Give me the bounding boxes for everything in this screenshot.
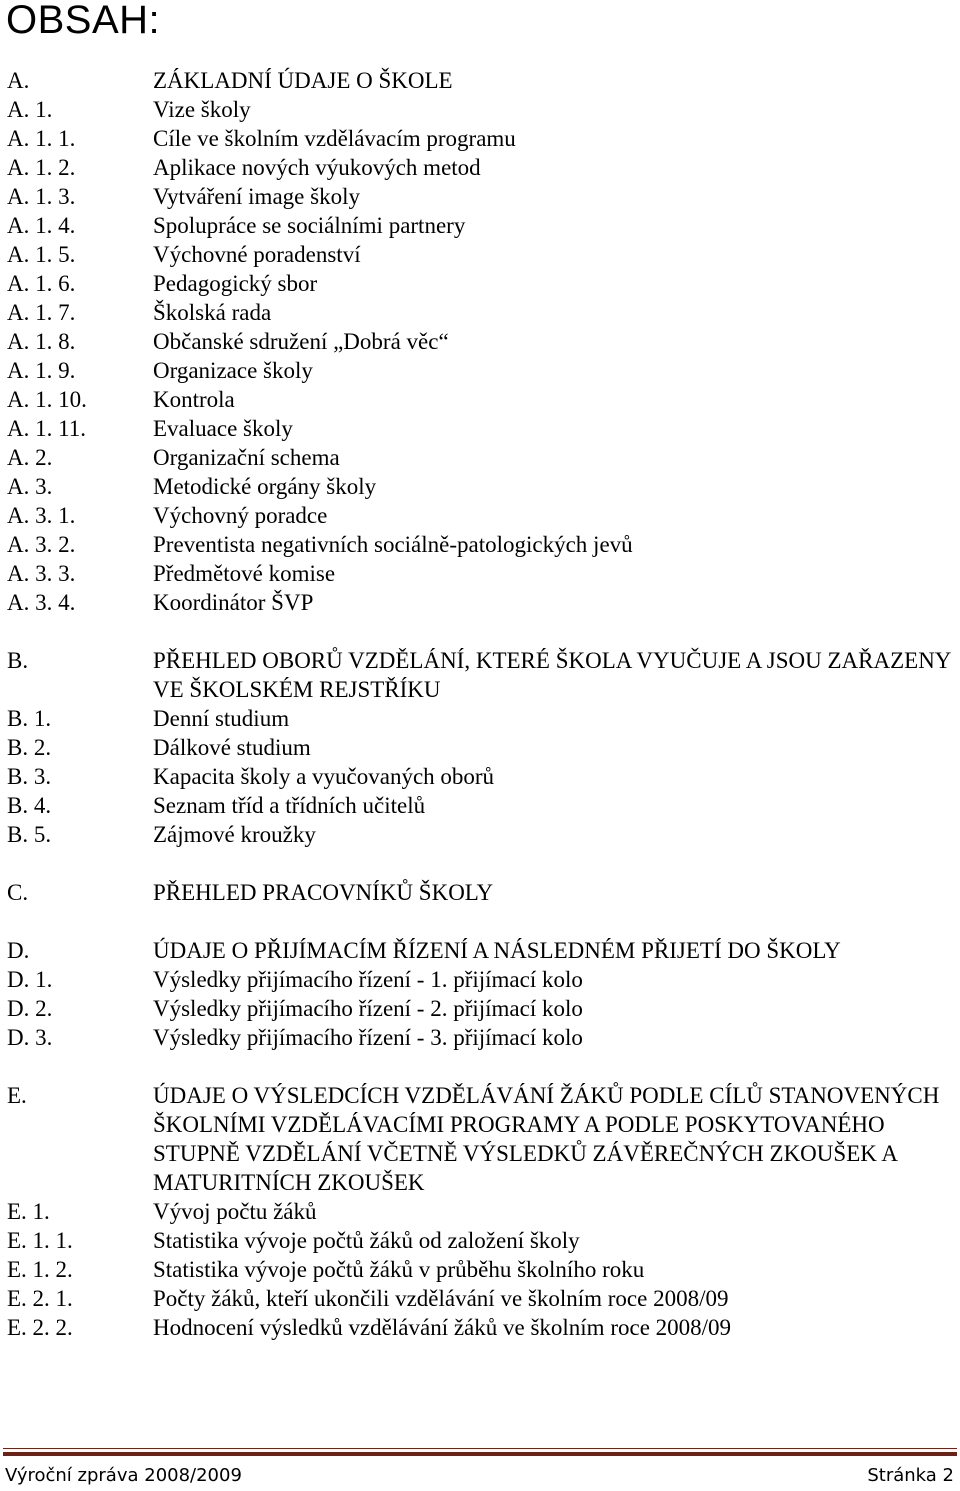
toc-entry	[7, 1255, 952, 1284]
toc-entry-number: E. 1. 1.	[7, 1228, 73, 1253]
footer-divider-thin	[3, 1448, 957, 1449]
toc-entry	[7, 182, 952, 211]
toc-entry-title: Seznam tříd a třídních učitelů	[153, 793, 426, 818]
toc-entry	[7, 414, 952, 443]
toc-entry-number: D. 2.	[7, 996, 53, 1021]
toc-entry-number: A. 1. 1.	[7, 126, 76, 151]
toc-entry	[7, 762, 952, 791]
toc-entry	[7, 530, 952, 559]
toc-entry-number: B.	[7, 648, 29, 673]
toc-entry	[7, 1023, 952, 1052]
toc-entry-title: Statistika vývoje počtů žáků v průběhu školního roku	[153, 1257, 645, 1282]
toc-entry-number: B. 2.	[7, 735, 52, 760]
toc-entry-title: Předmětové komise	[153, 561, 336, 586]
toc-entry	[7, 733, 952, 762]
toc-entry-number: A. 1. 7.	[7, 300, 76, 325]
toc-entry	[7, 994, 952, 1023]
toc-entry-number: E. 1.	[7, 1199, 50, 1224]
toc-entry-title: Počty žáků, kteří ukončili vzdělávání ve školním roce 2008/09	[153, 1286, 729, 1311]
toc-entry-number: A. 3.	[7, 474, 53, 499]
toc-entry-title: PŘEHLED OBORŮ VZDĚLÁNÍ, KTERÉ ŠKOLA VYUČUJE A JSOU ZAŘAZENY VE ŠKOLSKÉM REJSTŘÍKU	[153, 648, 951, 702]
toc-entry-title: ZÁKLADNÍ ÚDAJE O ŠKOLE	[153, 68, 453, 93]
toc-entry-number: B. 4.	[7, 793, 52, 818]
page-title: OBSAH:	[6, 0, 161, 42]
toc-entry-number: A. 1. 3.	[7, 184, 76, 209]
toc-entry-title: Občanské sdružení „Dobrá věc“	[153, 329, 449, 354]
toc-entry-title: Hodnocení výsledků vzdělávání žáků ve školním roce 2008/09	[153, 1315, 732, 1340]
toc-entry-number: A. 1. 9.	[7, 358, 76, 383]
toc-entry-number: A. 3. 4.	[7, 590, 76, 615]
toc-entry-title: Školská rada	[153, 300, 272, 325]
toc-entry	[7, 211, 952, 240]
toc-entry-title: Evaluace školy	[153, 416, 293, 441]
toc-entry-number: D. 1.	[7, 967, 53, 992]
toc-entry	[7, 1226, 952, 1255]
toc-entry-title: Výchovný poradce	[153, 503, 328, 528]
toc-entry-title: Výsledky přijímacího řízení - 1. přijímací kolo	[153, 967, 583, 992]
toc-entry-number: A. 1. 2.	[7, 155, 76, 180]
toc-entry-title: Organizační schema	[153, 445, 340, 470]
toc-entry	[7, 704, 952, 733]
footer-report-title: Výroční zpráva 2008/2009	[5, 1465, 242, 1486]
toc-entry-title: Vize školy	[153, 97, 251, 122]
toc-entry	[7, 298, 952, 327]
toc-entry-number: A. 3. 2.	[7, 532, 76, 557]
toc-entry-title: Vývoj počtu žáků	[153, 1199, 317, 1224]
toc-entry-number: A. 1. 11.	[7, 416, 87, 441]
toc-entry-title: Spolupráce se sociálními partnery	[153, 213, 466, 238]
toc-entry	[7, 240, 952, 269]
toc-entry-title: Aplikace nových výukových metod	[153, 155, 481, 180]
toc-entry-number: E. 1. 2.	[7, 1257, 73, 1282]
toc-entry-number: A. 3. 3.	[7, 561, 76, 586]
toc-entry	[7, 327, 952, 356]
toc-entry-title: Výsledky přijímacího řízení - 2. přijímací kolo	[153, 996, 583, 1021]
toc-entry	[7, 269, 952, 298]
toc-entry	[7, 588, 952, 617]
toc-entry-number: A. 1. 4.	[7, 213, 76, 238]
toc-entry-title: Preventista negativních sociálně-patologických jevů	[153, 532, 633, 557]
toc-entry	[7, 472, 952, 501]
toc-entry-number: D. 3.	[7, 1025, 53, 1050]
toc-entry-number: A. 1. 6.	[7, 271, 76, 296]
toc-entry-number: A. 1. 5.	[7, 242, 76, 267]
toc-entry-number: A. 1. 8.	[7, 329, 76, 354]
toc-entry-number: A. 1.	[7, 97, 53, 122]
toc-entry-number: D.	[7, 938, 30, 963]
toc-entry-title: Pedagogický sbor	[153, 271, 318, 296]
toc-entry-title: Organizace školy	[153, 358, 313, 383]
toc-entry-number: C.	[7, 880, 29, 905]
footer-page-number: Stránka 2	[867, 1465, 954, 1486]
toc-entry	[7, 66, 952, 95]
toc-entry-title: Cíle ve školním vzdělávacím programu	[153, 126, 516, 151]
toc-entry-number: B. 1.	[7, 706, 52, 731]
toc-entry-title: Denní studium	[153, 706, 290, 731]
footer-divider-thick	[3, 1452, 957, 1456]
toc-entry-title: Zájmové kroužky	[153, 822, 316, 847]
toc-entry-number: A. 3. 1.	[7, 503, 76, 528]
toc-entry	[7, 1197, 952, 1226]
page-footer	[5, 1465, 954, 1487]
toc-entry-title: PŘEHLED PRACOVNÍKŮ ŠKOLY	[153, 880, 494, 905]
toc-entry-number: E. 2. 1.	[7, 1286, 73, 1311]
toc-entry	[7, 356, 952, 385]
toc-entry	[7, 878, 952, 907]
toc-entry	[7, 1284, 952, 1313]
toc-entry	[7, 791, 952, 820]
toc-entry-number: A.	[7, 68, 30, 93]
toc-entry	[7, 1081, 952, 1197]
toc-entry	[7, 95, 952, 124]
toc-entry	[7, 820, 952, 849]
toc-entry-number: A. 2.	[7, 445, 53, 470]
toc-entry-number: A. 1. 10.	[7, 387, 87, 412]
toc-entry	[7, 443, 952, 472]
toc-entry-title: Kapacita školy a vyučovaných oborů	[153, 764, 495, 789]
toc-entry	[7, 559, 952, 588]
table-of-contents	[7, 66, 952, 1342]
toc-entry	[7, 124, 952, 153]
toc-entry	[7, 1313, 952, 1342]
toc-entry-number: E. 2. 2.	[7, 1315, 73, 1340]
toc-entry-title: Koordinátor ŠVP	[153, 590, 314, 615]
toc-entry-title: ÚDAJE O VÝSLEDCÍCH VZDĚLÁVÁNÍ ŽÁKŮ PODLE CÍLŮ STANOVENÝCH ŠKOLNÍMI VZDĚLÁVACÍMI PROGRAMY A PODLE POSKYTOVANÉHO STUPNĚ VZDĚLÁNÍ VČETNĚ VÝSLEDKŮ ZÁVĚREČNÝCH ZKOUŠEK A MATURITNÍCH ZKOUŠEK	[153, 1083, 940, 1195]
toc-entry	[7, 936, 952, 965]
toc-entry-title: Kontrola	[153, 387, 235, 412]
toc-entry-title: Statistika vývoje počtů žáků od založení školy	[153, 1228, 580, 1253]
toc-entry	[7, 965, 952, 994]
toc-entry-title: Dálkové studium	[153, 735, 311, 760]
toc-entry	[7, 501, 952, 530]
toc-entry-title: Výsledky přijímacího řízení - 3. přijímací kolo	[153, 1025, 583, 1050]
toc-entry-title: Metodické orgány školy	[153, 474, 377, 499]
toc-entry-number: B. 3.	[7, 764, 52, 789]
toc-entry-title: Vytváření image školy	[153, 184, 360, 209]
toc-entry	[7, 646, 952, 704]
toc-entry-number: E.	[7, 1083, 27, 1108]
toc-entry-number: B. 5.	[7, 822, 52, 847]
toc-entry-title: ÚDAJE O PŘIJÍMACÍM ŘÍZENÍ A NÁSLEDNÉM PŘIJETÍ DO ŠKOLY	[153, 938, 841, 963]
toc-entry	[7, 385, 952, 414]
toc-entry-title: Výchovné poradenství	[153, 242, 361, 267]
toc-entry	[7, 153, 952, 182]
